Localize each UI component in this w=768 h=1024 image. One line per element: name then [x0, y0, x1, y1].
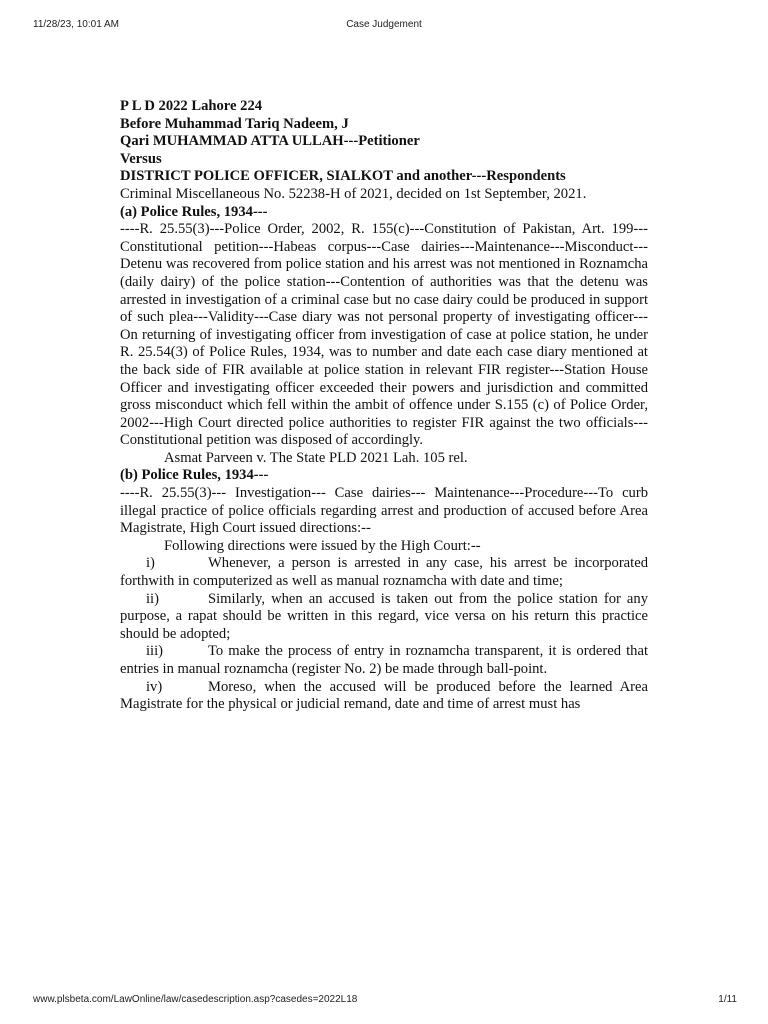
direction-item — [120, 643, 648, 678]
directions-intro: Following directions were issued by the High Court:-- — [164, 537, 481, 554]
direction-item — [120, 591, 648, 644]
page-number: 1/11 — [718, 994, 737, 1005]
print-footer — [0, 994, 768, 1008]
case-info: Criminal Miscellaneous No. 52238-H of 2021, decided on 1st September, 2021. — [120, 185, 587, 202]
print-datetime: 11/28/23, 10:01 AM — [33, 19, 119, 30]
case-reference: Asmat Parveen v. The State PLD 2021 Lah. 105 rel. — [164, 449, 468, 466]
direction-number: i) — [146, 555, 155, 572]
direction-text: Whenever, a person is arrested in any case, his arrest be incorporated forthwith in computerized as well as manual roznamcha with date and time; — [120, 555, 648, 590]
case-citation: P L D 2022 Lahore 224 — [120, 98, 263, 114]
petitioner-line: Qari MUHAMMAD ATTA ULLAH---Petitioner — [120, 133, 420, 150]
direction-text: To make the process of entry in roznamcha transparent, it is ordered that entries in manual roznamcha (register No. 2) be made through ball-point. — [120, 643, 648, 677]
direction-number: iv) — [146, 678, 163, 695]
direction-item — [120, 679, 648, 714]
judgement-body — [120, 98, 648, 714]
print-title: Case Judgement — [346, 19, 422, 30]
headnote-heading-b: (b) Police Rules, 1934--- — [120, 467, 269, 484]
direction-number: ii) — [146, 590, 159, 607]
headnote-para-b: ----R. 25.55(3)--- Investigation--- Case dairies--- Maintenance---Procedure---To curb illegal practice of police officials regarding arrest and production of accused before Area Magistrate, High Court issued directions:-- — [120, 485, 648, 537]
print-header — [0, 19, 768, 33]
direction-item — [120, 555, 648, 590]
direction-text: Moreso, when the accused will be produced before the learned Area Magistrate for the physical or judicial remand, date and time of arrest must has — [120, 678, 648, 713]
headnote-heading-a: (a) Police Rules, 1934--- — [120, 203, 268, 220]
source-url[interactable]: www.plsbeta.com/LawOnline/law/casedescription.asp?casedes=2022L18 — [33, 994, 358, 1005]
direction-text: Similarly, when an accused is taken out from the police station for any purpose, a rapat should be written in this regard, vice versa on his return this practice should be adopted; — [120, 590, 648, 642]
judge-line: Before Muhammad Tariq Nadeem, J — [120, 115, 349, 132]
headnote-para-a: ----R. 25.55(3)---Police Order, 2002, R. 155(c)---Constitution of Pakistan, Art. 199---Constitutional petition---Habeas corpus---Case dairies---Maintenance---Misconduct---Detenu was recovered from police station and his arrest was not mentioned in Roznamcha (daily dairy) of the police station---Contention of authorities was that the detenu was arrested in investigation of a criminal case but no case dairy could be produced in support of such plea---Validity---Case diary was not personal property of investigating officer---On returning of investigating officer from investigation of case at police station, he under R. 25.54(3) of Police Rules, 1934, was to number and date each case diary mentioned at the back side of FIR available at police station in relevant FIR register---Station House Officer and investigating officer exceeded their powers and jurisdiction and committed gross misconduct which fell within the ambit of offence under S.155 (c) of Police Order, 2002---High Court directed police authorities to register FIR against the two officials---Constitutional petition was disposed of accordingly. — [120, 221, 648, 449]
respondents-line: DISTRICT POLICE OFFICER, SIALKOT and another---Respondents — [120, 168, 566, 185]
versus-line: Versus — [120, 150, 162, 167]
direction-number: iii) — [146, 643, 164, 660]
